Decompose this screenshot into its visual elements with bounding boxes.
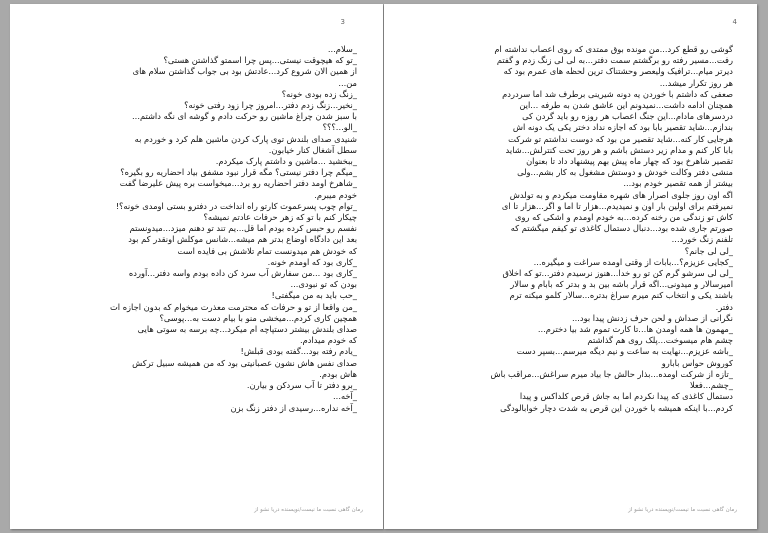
- text-line: باشند یکی و انتخاب کنم میرم سراغ بدتره...سالار کلمو میکنه ترم: [509, 290, 733, 301]
- text-line: نمیرفتم برای اولین بار اون و نمیدیدم...هزار تا اما و اگر...هزار تا ای: [501, 200, 733, 211]
- text-line: اگه اون روز جلوی اصرار های شهره مقاومت میکردم و به تولدش: [509, 189, 733, 200]
- text-line: صدای بلندش بیشتر دستپاچه ام میکرد...چه برسه به سوتی هایی: [137, 324, 357, 335]
- text-line: _من واقعا از تو و حرفات که محترمت معذرت میخوام که بدون اجازه ات: [109, 301, 357, 312]
- text-line: _توام چوب پسرعموت کارتو راه انداخت در دفترو بستی اومدی خونه؟!: [115, 200, 357, 211]
- text-line: بیشتر از همه تقصیر خودم بود...: [623, 178, 733, 189]
- document-page-right: [384, 4, 757, 529]
- text-line: _مهمون ها همه اومدن ها...تا کارت تموم شد بیا دخترم...: [537, 324, 733, 335]
- text-line: دستمال کاغذی که پیدا نکردم اما به جاش قرص کلداکس و پیدا: [519, 391, 733, 402]
- text-line: چیکار کنم با تو که زهر حرفات عادتم نمیشه؟: [203, 212, 357, 223]
- text-line: _تازه از شرکت اومده...بذار حالش جا بیاد میرم سراغش...مراقب باش: [490, 368, 733, 379]
- text-line: صدای نفس هاش نشون عصبانیتی بود که من همیشه سبیل ترکش: [132, 357, 357, 368]
- text-line: نگرانی از صداش و لحن حرف زدنش پیدا بود...: [571, 312, 733, 323]
- text-line: _الو...؟؟؟: [322, 122, 357, 133]
- text-line: با سبز شدن چراغ ماشین رو حرکت دادم و گوشه ای نگه داشتم...: [132, 111, 357, 122]
- text-line: همچین کاری کردم...میخشی منو با بیام دست به...پوسی؟: [159, 312, 357, 323]
- document-page-left: [10, 4, 383, 529]
- text-line: کوروش حواس بابارو: [661, 357, 733, 368]
- text-line: امیرسالار و میدونی...اگه قرار باشه بین بد و بدتر که بابام و سالار: [510, 279, 733, 290]
- text-line: نفسم رو حبس کرده بودم اما قل...یم تند تو دهنم میزد...میدونستم: [129, 223, 357, 234]
- text-line: هرجایی کار کنه...شاید تقصیر من بود که دوست نداشتم تو شرکت: [508, 133, 733, 144]
- text-line: بعد این دادگاه اوضاع بدتر هم میشه...شانس موکلش اونقدر کم بود: [128, 234, 357, 245]
- text-line: بندازم...شاید تقصیر بابا بود که اجازه نداد دختر یکی یک دونه اش: [512, 122, 733, 133]
- text-line: _سلام...: [327, 44, 357, 54]
- text-line: کردم...با اینکه همیشه با خوردن این قرص به شدت دچار خوابالودگی: [500, 402, 733, 413]
- text-line: هاش بودم.: [319, 368, 357, 379]
- text-line: _نخیر...زنگ زدم دفتر...امروز چرا زود رفتی خونه؟: [184, 100, 357, 111]
- text-line: همچنان ادامه داشت...نمیدونم این عاشق شدن به طرفه ...این: [519, 100, 733, 111]
- text-line: _کاری بود که اومدم خونه.: [267, 256, 357, 267]
- text-line: _آخه...: [333, 391, 357, 402]
- text-line: _باشه عزیزم...نهایت به ساعت و نیم دیگه میرسم...بسپر دست: [516, 346, 733, 357]
- text-line: تقصیر شاهرخ بود که چهار ماه پیش بهم پیشنهاد داد تا بعنوان: [526, 156, 733, 167]
- text-line: _کاری بود ...من سفارش آب سرد کن داده بودم واسه دفتر...آورده: [128, 268, 357, 279]
- page-footer: رمان گاهی نسبت ما نیست/نویسنده دریا نشو از: [254, 507, 363, 513]
- text-line: که خودش هم میدونست تمام تلاشش بی فایده است: [177, 245, 357, 256]
- text-line: _زنگ زده بودی خونه؟: [281, 88, 357, 99]
- page-number: 3: [340, 18, 345, 26]
- text-line: صورتم جاری شده بود...دنبال دستمال کاغذی تو کیفم میگشتم که: [510, 223, 733, 234]
- text-line: بودن که تو نبودی...: [290, 279, 357, 290]
- text-line: چشم هام میسوخت...پلک روی هم گذاشتم: [587, 335, 733, 346]
- text-line: خودم میبرم.: [314, 189, 357, 200]
- text-line: دیرتر میام...ترافیک ولیعصر وحشتناک ترین لحظه های عمرم بود که: [503, 66, 733, 77]
- text-line: من...: [338, 77, 357, 88]
- text-line: _شاهرخ اومد دفتر احضاریه رو برد...میخواست بره پیش علیرضا گفت: [119, 178, 357, 189]
- text-line: هر روز تکرار میشد...: [659, 77, 733, 88]
- text-line: _برو دفتر تا آب سردکن و بیارن.: [246, 380, 357, 391]
- text-line: گوشی رو قطع کرد...من مونده بوق ممتدی که روی اعصاب نداشته ام: [494, 44, 733, 54]
- text-line: شنیدی صدای بلندش توی پارک کردن ماشین هلم کرد و خوردم به: [134, 133, 357, 144]
- text-line: صعفی که داشتم با خوردن یه دونه شیرینی برطرف شد اما سردردم: [502, 88, 733, 99]
- text-line: منشی دفتر وکالت خودش و دوستش مشغول به کار بشم...ولی: [517, 167, 733, 178]
- page-body-text: [32, 44, 357, 414]
- text-line: _لی لی سرشو گرم کن تو رو خدا...هنوز نرسیدم دفتر...تو که اخلاق: [502, 268, 733, 279]
- text-line: سطل آشغال کنار خیابون.: [268, 144, 357, 155]
- page-number: 4: [732, 18, 737, 26]
- text-line: دفتر.: [715, 301, 733, 312]
- text-line: _حب باید به من میگفتی!: [271, 290, 357, 301]
- text-line: بابا کار کنم و مدام زیر دستش باشم و هر روز تحت کنترلش...شاید: [505, 144, 733, 155]
- text-line: از همین الان شروع کرد...عادتش بود بی جواب گذاشتن سلام های: [132, 66, 357, 77]
- text-line: دردسرهای مادام...این جنگ اعصاب هر روزه رو باید گردن کی: [522, 111, 733, 122]
- text-line: _آخه نداره...رسیدی از دفتر زنگ بزن: [230, 402, 357, 413]
- text-line: کاش تو زندگی من رخنه کرده...به خودم اومدم و اشکی که روی: [515, 212, 733, 223]
- page-footer: رمان گاهی نسبت ما نیست/نویسنده دریا نشو از: [628, 507, 737, 513]
- text-line: رفت...مسیر رفته رو برگشتم سمت دفتر...به لی لی زنگ زدم و گفتم: [496, 55, 733, 66]
- text-line: _یادم رفته بود...گفته بودی قبلش!: [240, 346, 357, 357]
- text-line: _چشم...فعلا: [689, 380, 733, 391]
- text-line: که خودم میدادم.: [300, 335, 357, 346]
- text-line: _میگم چرا دفتر نیستی؟ مگه قرار نبود مشفق بیاد احضاریه رو بگیره؟: [120, 167, 357, 178]
- text-line: _تو که هیچوقت نیستی...پس چرا اسمتو گذاشتن هستی؟: [163, 55, 357, 66]
- page-body-text: [408, 44, 733, 414]
- text-line: _ببخشید ...ماشین و داشتم پارک میکردم.: [215, 156, 357, 167]
- text-line: _کجایی عزیزم؟...بابات از وقتی اومده سراغت و میگیره...: [533, 256, 733, 267]
- text-line: تلفنم زنگ خورد...: [671, 234, 733, 245]
- text-line: _لی لی جانم؟: [684, 245, 733, 256]
